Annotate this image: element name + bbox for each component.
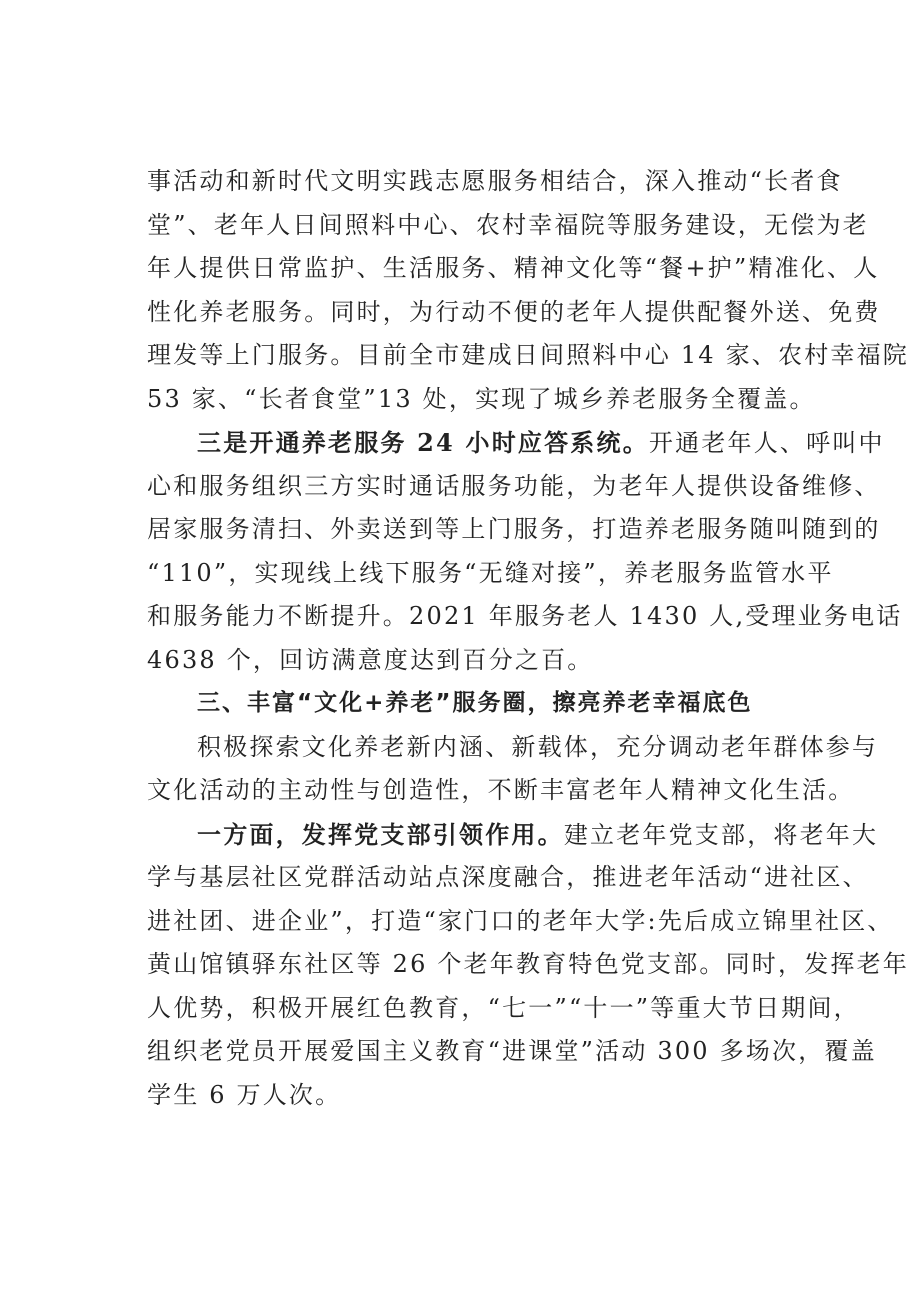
text-line <box>147 813 879 857</box>
text-line: 年人提供日常监护、生活服务、精神文化等“餐+护”精准化、人 <box>147 254 880 282</box>
text-line: 53 家、“长者食堂”13 处，实现了城乡养老服务全覆盖。 <box>147 384 816 413</box>
document-body <box>147 160 909 1117</box>
text-line: 人优势，积极开展红色教育，“七一”“十一”等重大节日期间， <box>147 993 860 1022</box>
paragraph-continued <box>147 160 909 421</box>
bold-lead: 三是开通养老服务 24 小时应答系统。 <box>197 428 649 457</box>
text-line: 组织老党员开展爱国主义教育“进课堂”活动 300 多场次，覆盖 <box>147 1037 877 1065</box>
paragraph-one-side <box>147 813 909 1118</box>
text-line <box>147 421 885 465</box>
text-line: 4638 个，回访满意度达到百分之百。 <box>147 645 594 674</box>
text-line: 文化活动的主动性与创造性，不断丰富老年人精神文化生活。 <box>147 776 855 804</box>
paragraph-intro <box>147 726 879 813</box>
bold-lead: 一方面，发挥党支部引领作用。 <box>197 819 564 849</box>
text-line: 和服务能力不断提升。2021 年服务老人 1430 人,受理业务电话 <box>147 602 903 630</box>
text-line: 堂”、老年人日间照料中心、农村幸福院等服务建设，无偿为老 <box>147 210 869 239</box>
paragraph-third-point <box>147 421 903 682</box>
section-heading: 三、丰富“文化+养老”服务圈，擦亮养老幸福底色 <box>197 690 753 716</box>
text-line: 心和服务组织三方实时通话服务功能，为老年人提供设备维修、 <box>147 471 881 500</box>
text-line: 理发等上门服务。目前全市建成日间照料中心 14 家、农村幸福院 <box>147 341 909 369</box>
text-line: “110”，实现线上线下服务“无缝对接”，养老服务监管水平 <box>147 558 834 587</box>
text-line: 学生 6 万人次。 <box>147 1080 342 1109</box>
text-line: 性化养老服务。同时，为行动不便的老年人提供配餐外送、免费 <box>147 297 881 326</box>
text-line: 积极探索文化养老新内涵、新载体，充分调动老年群体参与 <box>197 732 879 761</box>
text-line: 学与基层社区党群活动站点深度融合，推进老年活动“进社区、 <box>147 863 869 891</box>
line-rest: 建立老年党支部，将老年大 <box>563 820 879 849</box>
text-line: 进社团、进企业”，打造“家门口的老年大学:先后成立锦里社区、 <box>147 906 894 935</box>
text-line: 事活动和新时代文明实践志愿服务相结合，深入推动“长者食 <box>147 167 843 195</box>
text-line: 居家服务清扫、外卖送到等上门服务，打造养老服务随叫随到的 <box>147 515 881 543</box>
line-rest: 开通老年人、呼叫中 <box>648 429 885 457</box>
text-line: 黄山馆镇驿东社区等 26 个老年教育特色党支部。同时，发挥老年 <box>147 950 909 978</box>
